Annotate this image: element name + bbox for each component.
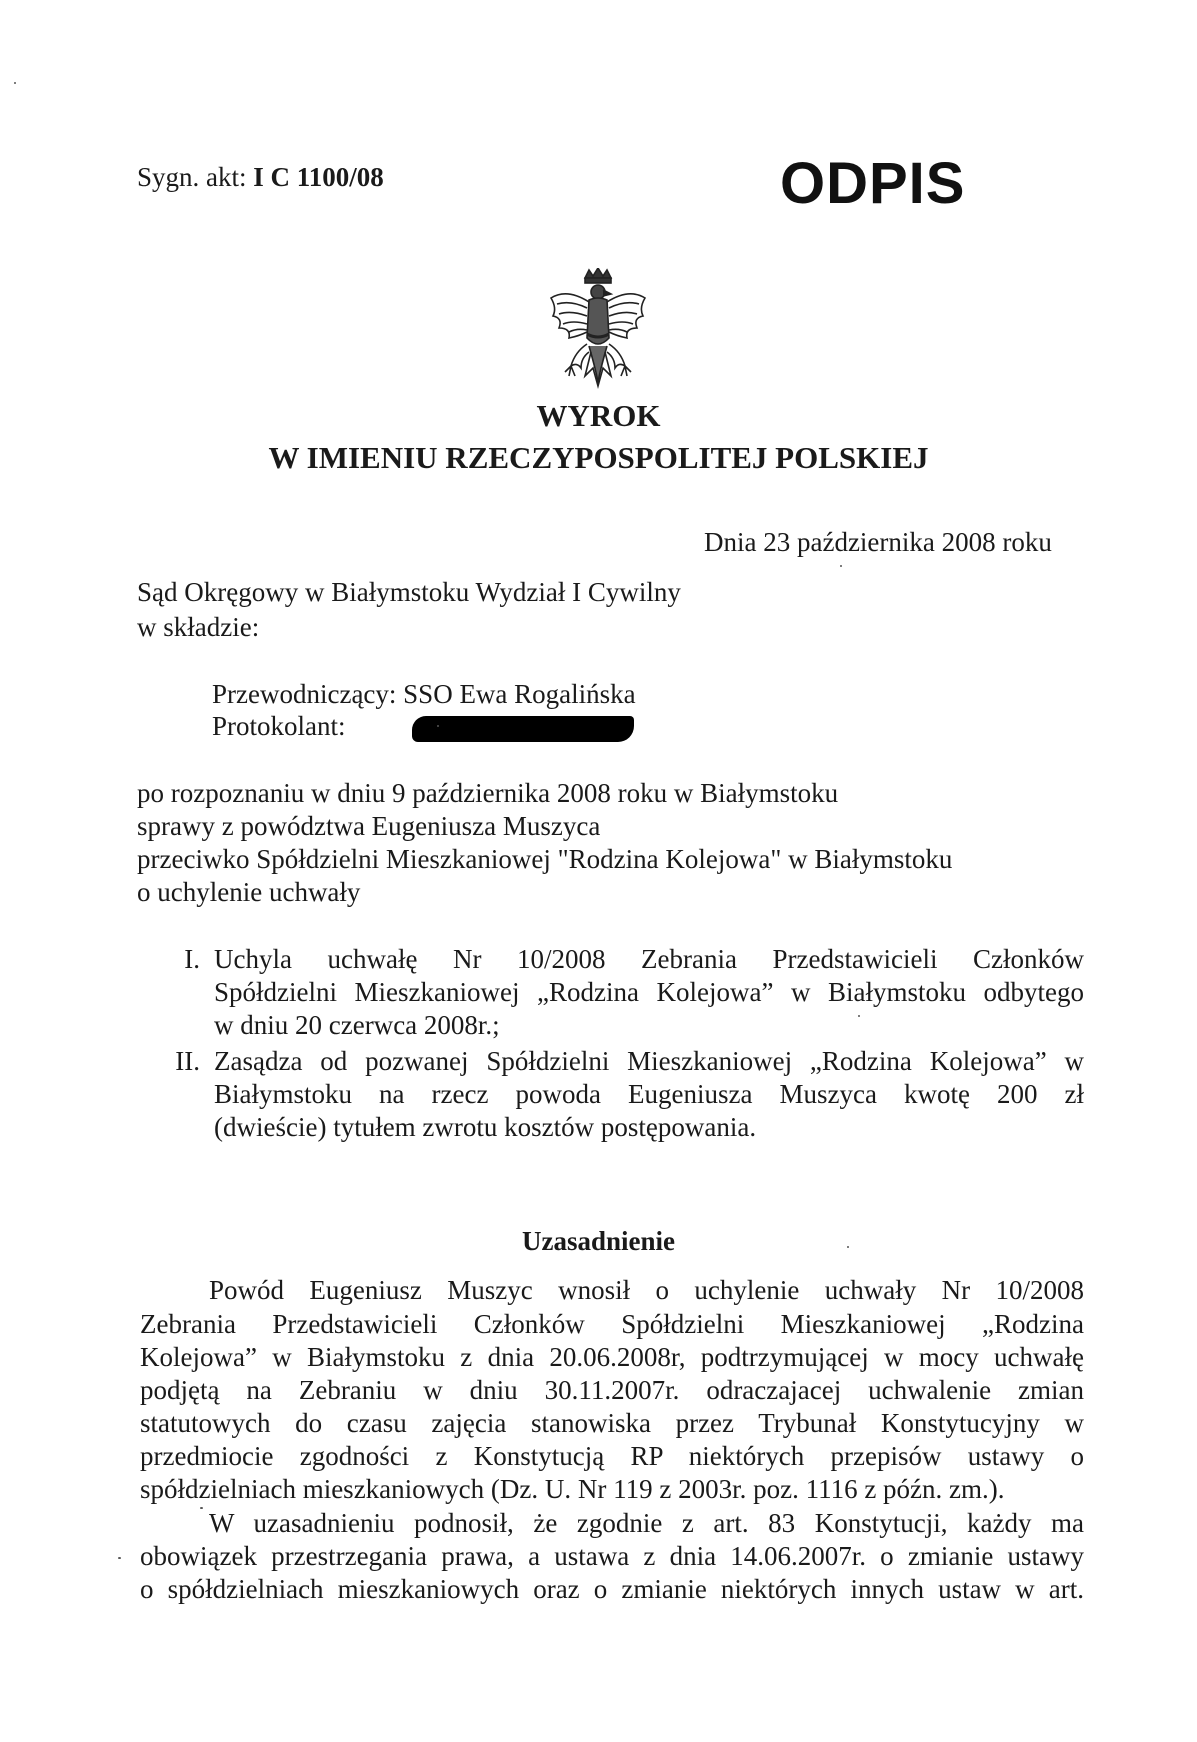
clerk-label: Protokolant: [212, 711, 346, 741]
scan-speck [840, 565, 842, 567]
scan-speck [14, 82, 16, 84]
justification-line: Powód Eugeniusz Muszyc wnosił o uchylenie uchwały Nr 10/2008 [209, 1275, 1084, 1305]
case-signature-prefix: Sygn. akt: [137, 162, 254, 192]
court-composition-label: w składzie: [137, 612, 260, 642]
intro-line: o uchylenie uchwały [137, 877, 361, 907]
scan-speck [847, 1246, 849, 1248]
justification-line: Zebrania Przedstawicieli Członków Spółdzielni Mieszkaniowej „Rodzina [140, 1309, 1084, 1339]
presiding-judge: Przewodniczący: SSO Ewa Rogalińska [212, 679, 636, 709]
intro-line: sprawy z powództwa Eugeniusza Muszyca [137, 811, 601, 841]
ruling-number: II. [175, 1046, 200, 1076]
case-signature [137, 162, 384, 193]
scan-speck [118, 1557, 121, 1559]
intro-line: przeciwko Spółdzielni Mieszkaniowej "Rodzina Kolejowa" w Białymstoku [137, 844, 953, 874]
ruling-line: Uchyla uchwałę Nr 10/2008 Zebrania Przedstawicieli Członków [214, 944, 1084, 974]
polish-eagle-emblem-icon [547, 268, 649, 400]
ruling-line: (dwieście) tytułem zwrotu kosztów postępowania. [214, 1112, 757, 1142]
justification-line: statutowych do czasu zajęcia stanowiska przez Trybunał Konstytucyjny w [140, 1408, 1084, 1438]
justification-line: o spółdzielniach mieszkaniowych oraz o zmianie niektórych innych ustaw w art. [140, 1574, 1084, 1604]
verdict-subtitle: W IMIENIU RZECZYPOSPOLITEJ POLSKIEJ [268, 440, 929, 475]
justification-line: obowiązek przestrzegania prawa, a ustawa z dnia 14.06.2007r. o zmianie ustawy [140, 1541, 1084, 1571]
ruling-line: Białymstoku na rzecz powoda Eugeniusza Muszyca kwotę 200 zł [214, 1079, 1084, 1109]
court-name: Sąd Okręgowy w Białymstoku Wydział I Cywilny [137, 577, 681, 607]
ruling-line: Spółdzielni Mieszkaniowej „Rodzina Kolejowa” w Białymstoku odbytego [214, 977, 1084, 1007]
justification-heading: Uzasadnienie [521, 1226, 675, 1256]
scan-speck [200, 1507, 203, 1509]
case-signature-number: I C 1100/08 [253, 162, 384, 192]
justification-line: W uzasadnieniu podnosił, że zgodnie z art. 83 Konstytucji, każdy ma [209, 1508, 1084, 1538]
scan-speck [437, 725, 439, 727]
intro-line: po rozpoznaniu w dniu 9 października 2008 roku w Białymstoku [137, 778, 839, 808]
redaction-mark [412, 716, 634, 742]
justification-line: przedmiocie zgodności z Konstytucją RP niektórych przepisów ustawy o [140, 1441, 1084, 1471]
justification-line: podjętą na Zebraniu w dniu 30.11.2007r. odraczajacej uchwalenie zmian [140, 1375, 1084, 1405]
scan-speck [858, 1015, 860, 1017]
ruling-line: w dniu 20 czerwca 2008r.; [214, 1010, 500, 1040]
ruling-line: Zasądza od pozwanej Spółdzielni Mieszkaniowej „Rodzina Kolejowa” w [214, 1046, 1084, 1076]
verdict-date: Dnia 23 października 2008 roku [704, 527, 1052, 557]
justification-line: Kolejowa” w Białymstoku z dnia 20.06.2008r, podtrzymującej w mocy uchwałę [140, 1342, 1084, 1372]
justification-line: spółdzielniach mieszkaniowych (Dz. U. Nr 119 z 2003r. poz. 1116 z późn. zm.). [140, 1474, 1005, 1504]
copy-stamp: ODPIS [780, 151, 966, 216]
verdict-title: WYROK [536, 398, 661, 433]
ruling-number: I. [184, 944, 200, 974]
